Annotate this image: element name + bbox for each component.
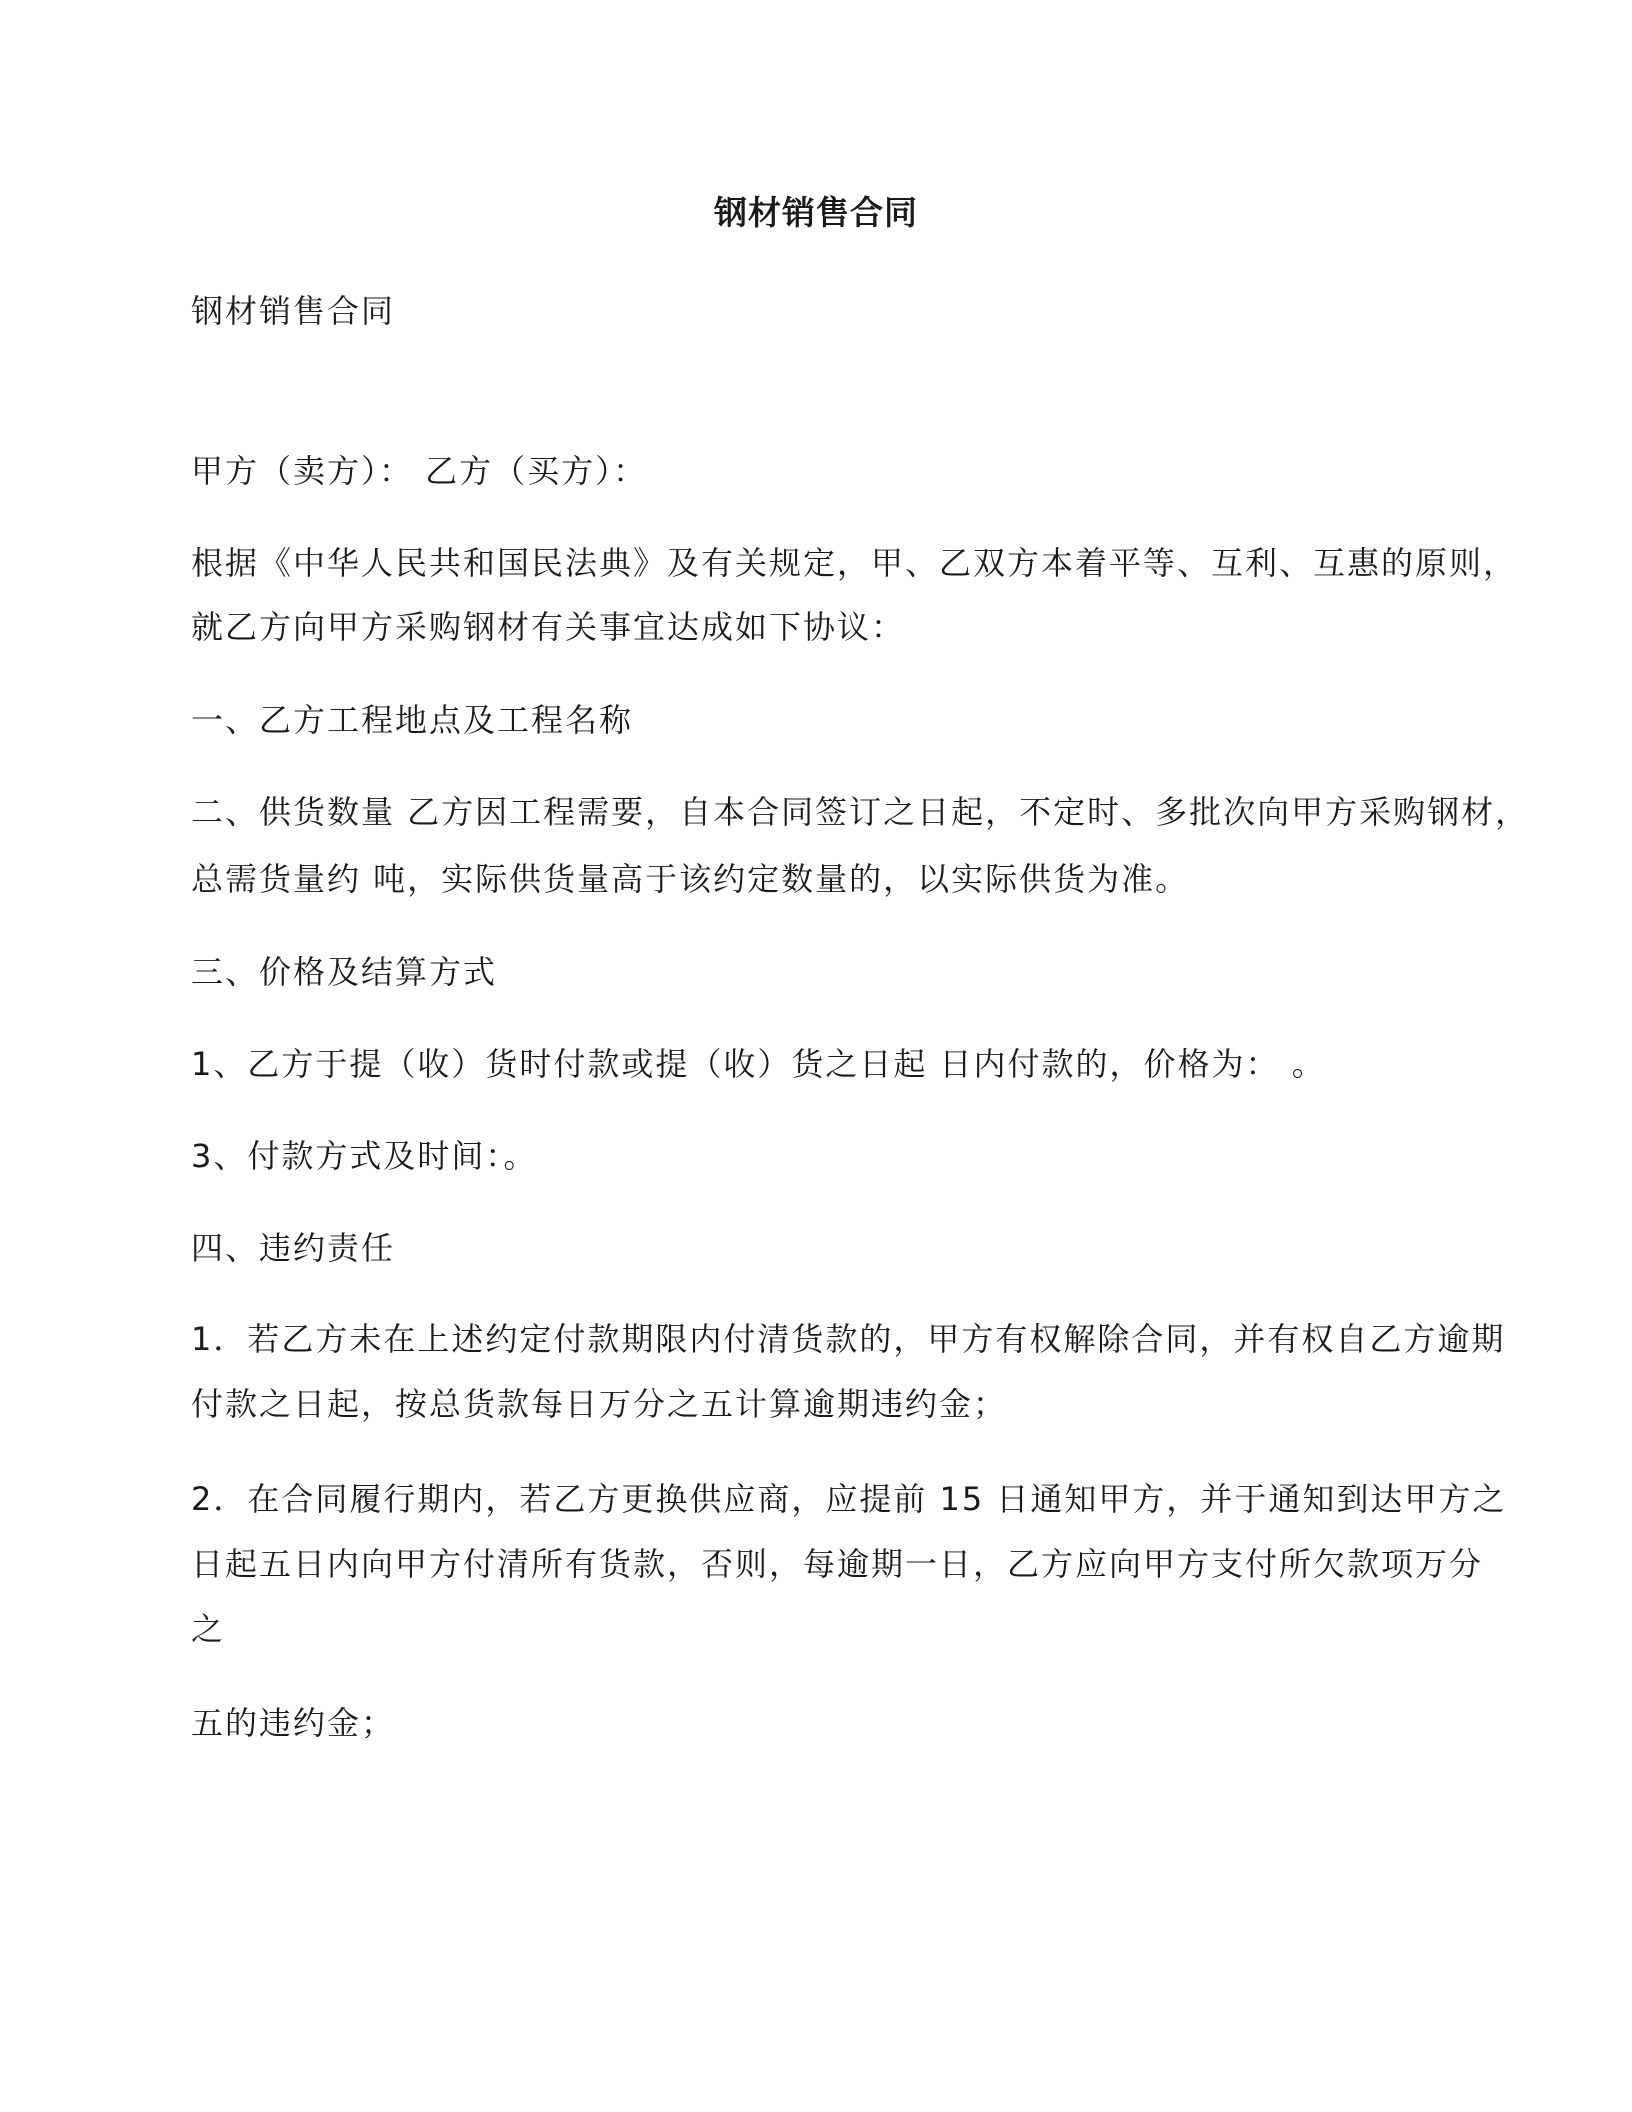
clause-text: 3、付款方式及时间：。 [191,1137,538,1175]
clause-line: 2．在合同履行期内，若乙方更换供应商，应提前 15 日通知甲方，并于通知到达甲方之 [191,1480,1507,1518]
document-title: 钢材销售合同 [714,193,918,232]
clause-line: 之 [191,1610,226,1648]
clause-line: 日起五日内向甲方付清所有货款，否则，每逾期一日，乙方应向甲方支付所欠款项万分 [191,1545,1484,1583]
section-heading: 四、违约责任 [191,1229,396,1267]
section-2-line: 二、供货数量 乙方因工程需要，自本合同签订之日起，不定时、多批次向甲方采购钢材， [191,793,1530,831]
clause-line: 付款之日起，按总货款每日万分之五计算逾期违约金； [191,1385,1008,1423]
clause-line: 1．若乙方未在上述约定付款期限内付清货款的，甲方有权解除合同，并有权自乙方逾期 [191,1320,1506,1358]
parties-line: 甲方（卖方）： 乙方（买方）： [191,452,648,490]
section-heading: 一、乙方工程地点及工程名称 [191,701,634,739]
clause-text: 五的违约金； [191,1704,396,1742]
document-subtitle: 钢材销售合同 [191,292,396,330]
clause-text: 1、乙方于提（收）货时付款或提（收）货之日起 日内付款的，价格为： 。 [191,1045,1326,1083]
section-heading: 三、价格及结算方式 [191,953,498,991]
section-2-line: 总需货量约 吨，实际供货量高于该约定数量的，以实际供货为准。 [191,860,1190,898]
preamble-line: 就乙方向甲方采购钢材有关事宜达成如下协议： [191,608,906,646]
preamble-line: 根据《中华人民共和国民法典》及有关规定，甲、乙双方本着平等、互利、互惠的原则， [191,544,1518,582]
